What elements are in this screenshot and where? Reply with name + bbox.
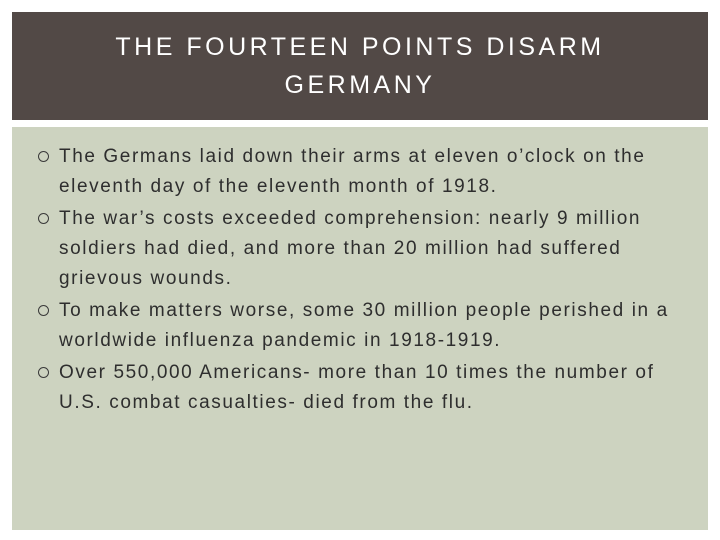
circle-bullet-icon <box>38 213 49 224</box>
slide-title: THE FOURTEEN POINTS DISARM GERMANY <box>115 33 605 99</box>
circle-bullet-icon <box>38 305 49 316</box>
bullet-item <box>38 204 688 294</box>
bullet-text: To make matters worse, some 30 million people perished in a worldwide influenza pandemic in 1918-1919. <box>59 300 669 351</box>
bullet-item <box>38 296 688 356</box>
title-bar <box>12 12 708 120</box>
bullet-item <box>38 358 688 418</box>
circle-bullet-icon <box>38 151 49 162</box>
slide-content <box>12 127 708 530</box>
circle-bullet-icon <box>38 367 49 378</box>
bullet-item <box>38 142 688 202</box>
bullet-text: Over 550,000 Americans- more than 10 times the number of U.S. combat casualties- died from the flu. <box>59 362 655 413</box>
bullet-list <box>38 142 688 418</box>
bullet-text: The war’s costs exceeded comprehension: nearly 9 million soldiers had died, and more than 20 million had suffered grievous wounds. <box>59 208 642 289</box>
bullet-text: The Germans laid down their arms at eleven o’clock on the eleventh day of the eleventh month of 1918. <box>59 146 646 197</box>
